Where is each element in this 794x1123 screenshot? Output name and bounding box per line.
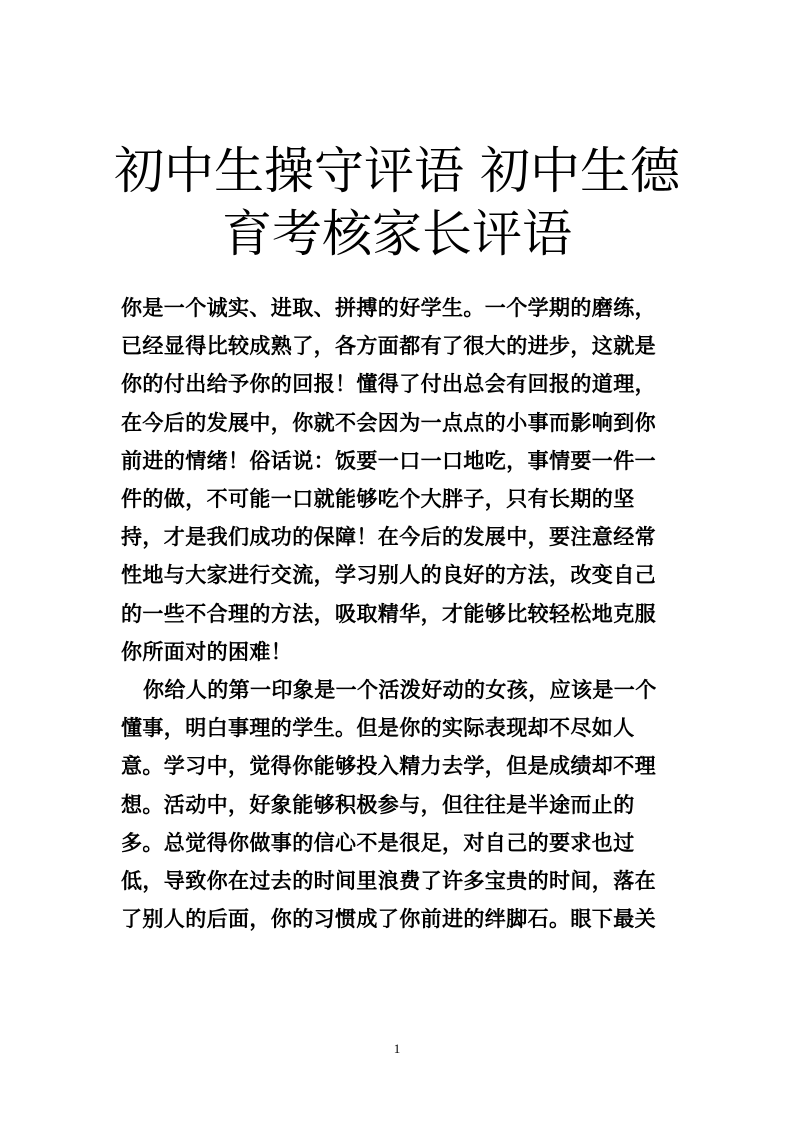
text-line: 已经显得比较成熟了，各方面都有了很大的进步，这就是	[121, 334, 656, 359]
text-line: 低，导致你在过去的时间里浪费了许多宝贵的时间，落在	[121, 869, 656, 894]
text-line: 你的付出给予你的回报！懂得了付出总会有回报的道理，	[121, 372, 656, 397]
text-line: 你是一个诚实、进取、拼搏的好学生。一个学期的磨练，	[121, 296, 656, 320]
text-line: 前进的情绪！俗话说：饭要一口一口地吃，事情要一件一	[121, 448, 656, 473]
text-line: 你给人的第一印象是一个活泼好动的女孩，应该是一个	[143, 678, 657, 703]
title-line-1: 初中生操守评语 初中生德	[114, 142, 680, 200]
text-line: 件的做，不可能一口就能够吃个大胖子，只有长期的坚	[121, 487, 635, 512]
text-line: 了别人的后面，你的习惯成了你前进的绊脚石。眼下最关	[121, 907, 656, 932]
text-line: 在今后的发展中，你就不会因为一点点的小事而影响到你	[121, 410, 656, 435]
text-line: 意。学习中，觉得你能够投入精力去学，但是成绩却不理	[121, 754, 656, 779]
text-line: 持，才是我们成功的保障！在今后的发展中，要注意经常	[121, 525, 656, 550]
document-body	[121, 289, 661, 938]
page-number: 1	[393, 1041, 401, 1056]
document-title	[100, 140, 694, 266]
title-line-2: 育考核家长评语	[222, 205, 572, 263]
text-line: 想。活动中，好象能够积极参与，但往往是半途而止的	[121, 792, 635, 817]
text-line: 性地与大家进行交流，学习别人的良好的方法，改变自己	[121, 563, 656, 588]
text-line: 的一些不合理的方法，吸取精华，才能够比较轻松地克服	[121, 601, 656, 626]
text-line: 多。总觉得你做事的信心不是很足，对自己的要求也过	[121, 830, 635, 855]
paragraph-1	[121, 289, 661, 671]
text-line: 懂事，明白事理的学生。但是你的实际表现却不尽如人	[121, 716, 635, 741]
paragraph-2	[121, 671, 661, 938]
text-line: 你所面对的困难！	[121, 639, 293, 664]
